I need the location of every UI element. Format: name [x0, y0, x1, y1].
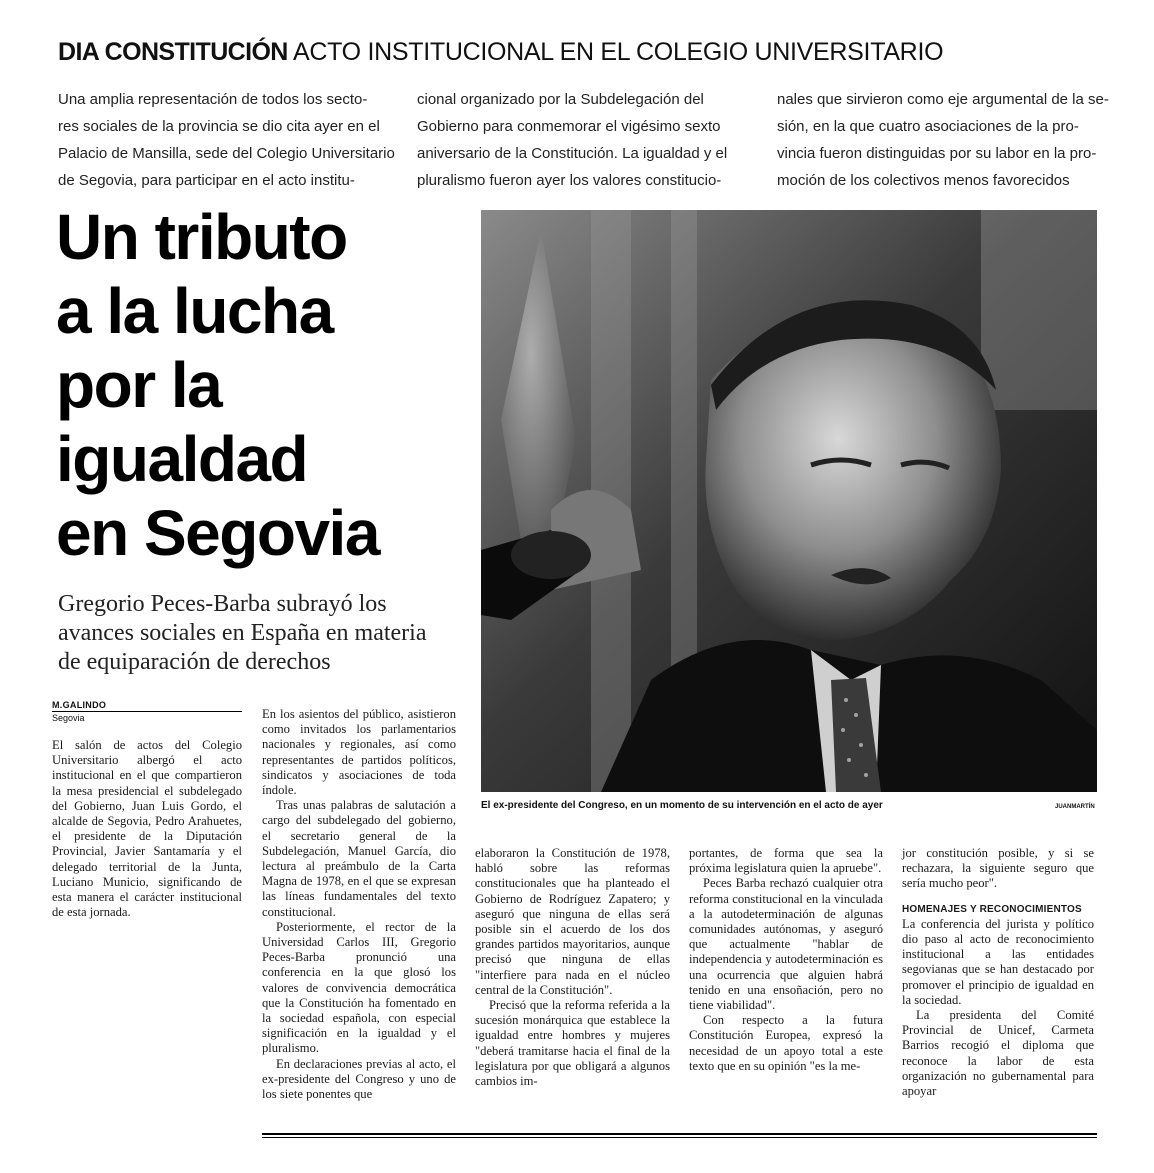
lede-line: nales que sirvieron como eje argumental de la se- — [777, 91, 1109, 108]
paragraph: Tras unas palabras de salutación a cargo del subdelegado del gobierno, el secretario general de la Subdelegación, Manuel García, dio lectura al preámbulo de la Carta Magna de 1978, en el que se expresan las líneas fundamentales del texto constitucional. — [262, 798, 456, 919]
subhead-line: Gregorio Peces-Barba subrayó los — [58, 591, 387, 617]
lede-line: vincia fueron distinguidas por su labor en la pro- — [777, 145, 1097, 162]
lede-line: Una amplia representación de todos los secto- — [58, 91, 368, 108]
paragraph: El salón de actos del Colegio Universitario albergó el acto institucional en el que compartieron la mesa presidencial el subdelegado del Gobierno, Juan Luis Gordo, el alcalde de Segovia, Pedro Arahuetes, el presidente de la Diputación Provincial, Javier Santamaría y el delegado territorial de la Junta, Luciano Municio, significando de esta manera el carácter institucional de esta jornada. — [52, 738, 242, 920]
paragraph: En declaraciones previas al acto, el ex-presidente del Congreso y uno de los siete ponentes que — [262, 1056, 456, 1102]
lede-line: moción de los colectivos menos favorecidos — [777, 172, 1070, 189]
paragraph: Precisó que la reforma referida a la sucesión monárquica que establece la igualdad entre hombres y mujeres "deberá tramitarse hacia el final de la legislatura por que obligará a algunos cambios im- — [475, 998, 670, 1089]
paragraph: Con respecto a la futura Constitución Europea, expresó la necesidad de un apoyo total a este texto que en su opinión "es la me- — [689, 1013, 883, 1073]
bottom-rule — [262, 1133, 1097, 1135]
paragraph: elaboraron la Constitución de 1978, habló sobre las reformas constitucionales que ha planteado el Gobierno de Rodríguez Zapatero; y aseguró que ninguna de ellas será posible sin el acuerdo de los dos grandes partidos mayoritarios, aunque precisó que ninguna de ellas "interfiere para nada en el núcleo central de la Constitución". — [475, 846, 670, 997]
lede-line: Gobierno para conmemorar el vigésimo sexto — [417, 118, 721, 135]
section-header — [58, 38, 943, 67]
section-label: DIA CONSTITUCIÓN — [58, 38, 288, 66]
speaker-photo — [481, 210, 1097, 792]
subheadline — [58, 590, 426, 677]
paragraph: jor constitución posible, y si se rechazara, la siguiente seguro que sería mucho peor". — [902, 846, 1094, 891]
headline-line: a la lucha — [56, 275, 333, 347]
article-column-4 — [689, 846, 883, 1074]
byline-place: Segovia — [52, 713, 85, 723]
paragraph: La presidenta del Comité Provincial de Unicef, Carmeta Barrios recogió el diploma que reconoce la labor de esta organización no gubernamental para apoyar — [902, 1008, 1094, 1099]
bottom-rule-thin — [262, 1137, 1097, 1138]
headline — [56, 200, 379, 570]
paragraph: Posteriormente, el rector de la Universidad Carlos III, Gregorio Peces-Barba pronunció una conferencia en la que glosó los valores de convivencia democrática que la Constitución ha fomentado en la sociedad española, con especial significación en la igualdad y el pluralismo. — [262, 919, 456, 1056]
lede-line: pluralismo fueron ayer los valores constitucio- — [417, 172, 722, 189]
article-column-1 — [52, 738, 242, 920]
headline-line: por la — [56, 349, 222, 421]
lede-column-1 — [58, 86, 395, 194]
lede-line: cional organizado por la Subdelegación del — [417, 91, 704, 108]
headline-line: en Segovia — [56, 497, 379, 569]
photo-credit: JUANMARTÍN — [1055, 804, 1095, 810]
byline — [52, 700, 242, 723]
paragraph: portantes, de forma que sea la próxima legislatura quien la apruebe". — [689, 846, 883, 876]
article-column-5 — [902, 846, 1094, 1099]
section-subtitle: HOMENAJES Y RECONOCIMIENTOS — [902, 903, 1082, 915]
lede-line: res sociales de la provincia se dio cita ayer en el — [58, 118, 380, 135]
paragraph: Peces Barba rechazó cualquier otra reforma constitucional en la vinculada a la autodeterminación de algunas comunidades autónomas, y aseguró que actualmente "hablar de independencia y autodeterminación es una ocurrencia que alguien habrá tenido en una ensoñación, pero no tiene viabilidad". — [689, 876, 883, 1013]
headline-line: Un tributo — [56, 201, 347, 273]
lede-column-3 — [777, 86, 1107, 194]
paragraph: En los asientos del público, asistieron como invitados los parlamentarios nacionales y regionales, así como representantes de partidos políticos, sindicatos y asociaciones de toda índole. — [262, 707, 456, 798]
subhead-line: de equiparación de derechos — [58, 649, 331, 675]
headline-line: igualdad — [56, 423, 308, 495]
lede-column-2 — [417, 86, 747, 194]
lede-line: sión, en la que cuatro asociaciones de la pro- — [777, 118, 1079, 135]
photo-caption: El ex-presidente del Congreso, en un momento de su intervención en el acto de ayer — [481, 800, 883, 811]
article-column-3 — [475, 846, 670, 1089]
subhead-line: avances sociales en España en materia — [58, 620, 427, 646]
photo-illustration — [481, 210, 1097, 792]
byline-author: M.GALINDO — [52, 700, 242, 712]
lede-line: aniversario de la Constitución. La igualdad y el — [417, 145, 728, 162]
lede-line: de Segovia, para participar en el acto institu- — [58, 172, 355, 189]
section-title: ACTO INSTITUCIONAL EN EL COLEGIO UNIVERSITARIO — [293, 38, 944, 66]
paragraph: La conferencia del jurista y político dio paso al acto de reconocimiento institucional a las entidades segovianas que se han destacado por promover el principio de igualdad en la sociedad. — [902, 916, 1094, 1007]
lede-line: Palacio de Mansilla, sede del Colegio Universitario — [58, 145, 395, 162]
article-column-2 — [262, 707, 456, 1102]
